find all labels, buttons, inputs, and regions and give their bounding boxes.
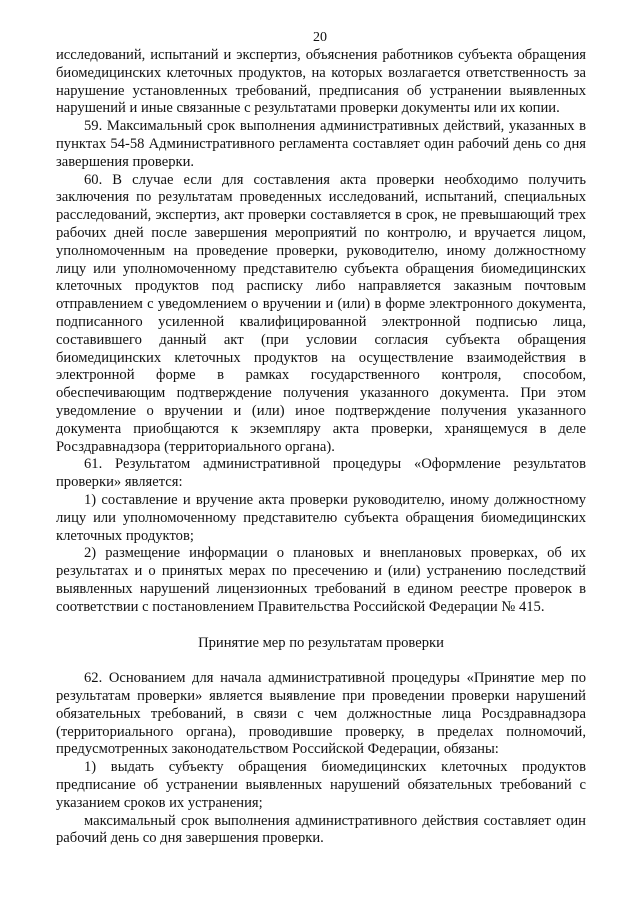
section-heading: Принятие мер по результатам проверки: [198, 634, 444, 651]
paragraph-item-60: 60. В случае если для составления акта проверки необходимо получить заключения по результатам проведенных исследований, испытаний, специальных расследований, экспертиз, акт проверки составляется в срок, не превышающий трех рабочих дней после завершения мероприятий по контролю, и вручается лицом, уполномоченным на проведение проверки, руководителю, иному должностному лицу или уполномоченному представителю субъекта обращения биомедицинских клеточных продуктов под расписку либо направляется заказным почтовым отправлением с уведомлением о вручении и (или) в форме электронного документа, подписанного усиленной квалифицированной электронной подписью лица, составившего данный акт (при условии согласия субъекта обращения биомедицинских клеточных продуктов на осуществление взаимодействия в электронной форме в рамках государственного контроля, способом, обеспечивающим подтверждение получения указанного документа. При этом уведомление о вручении и (или) иное подтверждение получения указанного документа приобщаются к экземпляру акта проверки, хранящемуся в деле Росздравнадзора (территориального органа).: [56, 171, 586, 455]
page-number: 20: [313, 30, 327, 45]
paragraph-item-61-1: 1) составление и вручение акта проверки руководителю, иному должностному лицу или уполномоченному представителю субъекта обращения биомедицинских клеточных продуктов;: [56, 491, 586, 544]
document-body: [56, 47, 586, 848]
paragraph-item-59: 59. Максимальный срок выполнения административных действий, указанных в пунктах 54-58 Административного регламента составляет один рабочий день со дня завершения проверки.: [56, 118, 586, 170]
paragraph-item-61-2: 2) размещение информации о плановых и внеплановых проверках, об их результатах и о принятых мерах по пресечению и (или) устранению последствий выявленных нарушений лицензионных требований в едином реестре проверок в соответствии с постановлением Правительства Российской Федерации № 415.: [56, 545, 586, 615]
paragraph-item-62-max: максимальный срок выполнения административного действия составляет один рабочий день со дня завершения проверки.: [56, 812, 586, 847]
paragraph-item-62: 62. Основанием для начала административной процедуры «Принятие мер по результатам проверки» является выявление при проведении проверки нарушений обязательных требований, в связи с чем должностные лица Росздравнадзора (территориального органа), проводившие проверку, в пределах полномочий, предусмотренных законодательством Российской Федерации, обязаны:: [56, 670, 586, 758]
paragraph-item-61: 61. Результатом административной процедуры «Оформление результатов проверки» является:: [56, 456, 586, 491]
paragraph-continuation: исследований, испытаний и экспертиз, объяснения работников субъекта обращения биомедицинских клеточных продуктов, на которых возлагается ответственность за нарушение установленных требований, предписания об устранении выявленных нарушений и иные связанные с результатами проверки документы или их копии.: [56, 47, 586, 117]
paragraph-item-62-1: 1) выдать субъекту обращения биомедицинских клеточных продуктов предписание об устранении выявленных нарушений обязательных требований с указанием сроков их устранения;: [56, 759, 586, 811]
